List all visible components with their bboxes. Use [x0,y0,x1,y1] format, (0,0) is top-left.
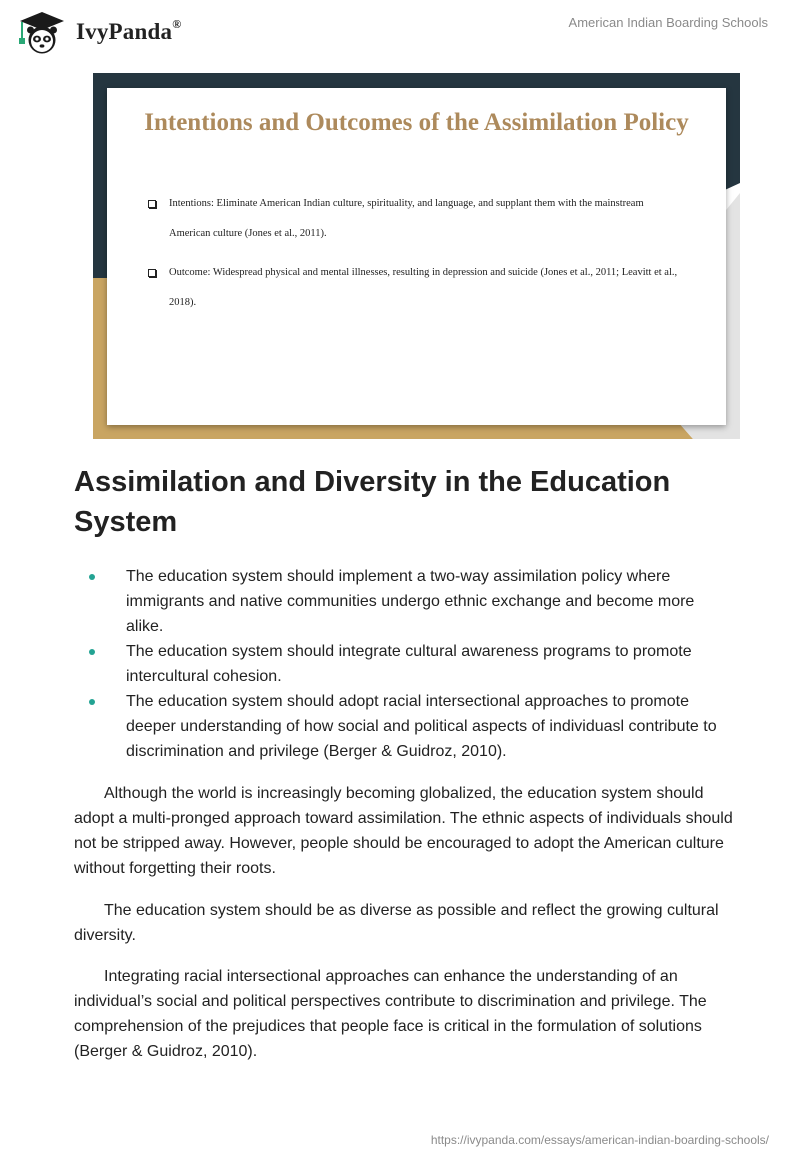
slide-bullet-outcome [169,258,679,318]
document-title: American Indian Boarding Schools [568,15,768,30]
slide-image [93,73,740,439]
bullet-dot-icon [89,699,95,705]
bullet-dot-icon [89,574,95,580]
slide-title: Intentions and Outcomes of the Assimilation Policy [144,109,689,136]
recommendation-list [74,564,734,764]
list-item [74,564,734,639]
paragraph: Although the world is increasingly becoming globalized, the education system should adopt a multi-pronged approach toward assimilation. The ethnic aspects of individuals should not be stripped away. However, people should be encouraged to adopt the American culture without forgetting their roots. [74,785,733,877]
slide-bullet-text: Outcome: Widespread physical and mental illnesses, resulting in depression and suicide (Jones et al., 2011; Leavitt et al., 2018). [169,267,678,308]
checkbox-bullet-icon [148,269,156,277]
source-url[interactable]: https://ivypanda.com/essays/american-indian-boarding-schools/ [430,1133,769,1147]
list-item-text: The education system should adopt racial intersectional approaches to promote deeper understanding of how social and political aspects of individuasl contribute to discrimination and privilege (Berger & Guidroz, 2010). [126,693,717,760]
bullet-dot-icon [89,649,95,655]
brand-name: IvyPanda [76,19,173,44]
slide-bullet-text: Intentions: Eliminate American Indian culture, spirituality, and language, and supplant them with the mainstream American culture (Jones et al., 2011). [169,198,644,239]
list-item-text: The education system should integrate cultural awareness programs to promote intercultural cohesion. [126,643,692,685]
ivypanda-logo[interactable] [14,9,181,55]
section-heading: Assimilation and Diversity in the Education System [74,466,671,538]
list-item [74,689,734,764]
list-item [74,639,734,689]
page-header [0,0,800,60]
registered-mark: ® [172,17,182,31]
list-item-text: The education system should implement a two-way assimilation policy where immigrants and native communities undergo ethnic exchange and become more alike. [126,568,695,635]
slide-bullet-intentions [169,189,679,249]
paragraph: Integrating racial intersectional approaches can enhance the understanding of an individual’s social and political perspectives contribute to discrimination and privilege. The comprehension of the prejudices that people face is critical in the formulation of solutions (Berger & Guidroz, 2010). [74,968,707,1060]
checkbox-bullet-icon [148,200,156,208]
paragraph: The education system should be as diverse as possible and reflect the growing cultural diversity. [74,902,719,944]
panda-graduate-icon [14,9,70,55]
slide-card [107,88,726,425]
